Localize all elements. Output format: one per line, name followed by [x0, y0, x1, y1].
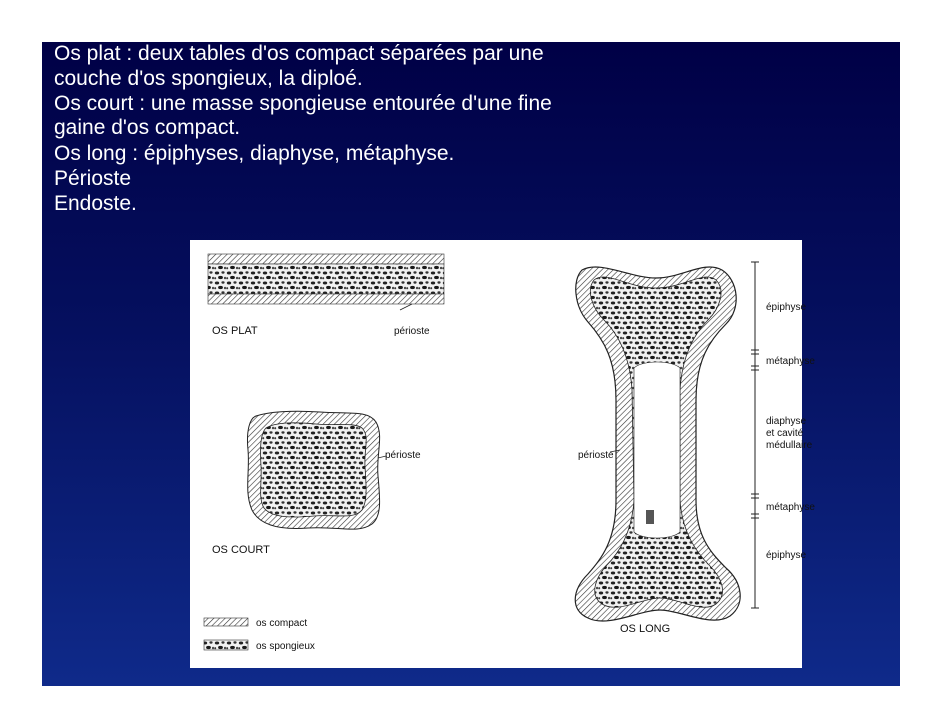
legend-swatch-spongy — [204, 640, 248, 650]
legend — [204, 618, 248, 650]
text-line-3: Os court : une masse spongieuse entourée d'une fine — [54, 92, 552, 115]
bone-types-figure — [190, 240, 815, 668]
region-label-et-cavite: et cavité — [766, 428, 804, 439]
slide-text — [54, 42, 552, 216]
legend-label-spongy: os spongieux — [256, 641, 315, 652]
region-label-metaphyse-top: métaphyse — [766, 356, 815, 367]
legend-label-compact: os compact — [256, 618, 308, 629]
bone-diagram — [190, 240, 815, 668]
text-line-1: Os plat : deux tables d'os compact séparées par une — [54, 42, 544, 65]
os-long-periosteum-label: périoste — [578, 450, 614, 461]
text-line-4: gaine d'os compact. — [54, 116, 241, 139]
os-court-illustration — [247, 411, 386, 529]
region-label-medullaire: médullaire — [766, 440, 813, 451]
text-line-2: couche d'os spongieux, la diploé. — [54, 66, 363, 90]
region-label-metaphyse-bottom: métaphyse — [766, 502, 815, 513]
legend-swatch-compact — [204, 618, 248, 626]
region-label-epiphyse-bottom: épiphyse — [766, 550, 807, 561]
os-plat-periosteum-label: périoste — [394, 326, 430, 337]
text-line-7: Endoste. — [54, 191, 137, 215]
os-long-illustration — [575, 262, 759, 621]
region-label-diaphyse: diaphyse — [766, 416, 807, 427]
os-court-periosteum-label: périoste — [385, 450, 421, 461]
os-plat-title: OS PLAT — [212, 325, 258, 337]
os-plat-illustration — [208, 254, 444, 310]
text-line-5: Os long : épiphyses, diaphyse, métaphyse. — [54, 141, 455, 165]
os-long-title: OS LONG — [620, 623, 671, 635]
region-label-epiphyse-top: épiphyse — [766, 302, 807, 313]
os-court-title: OS COURT — [212, 544, 270, 556]
text-line-6: Périoste — [54, 166, 132, 190]
slide-background — [42, 42, 900, 686]
